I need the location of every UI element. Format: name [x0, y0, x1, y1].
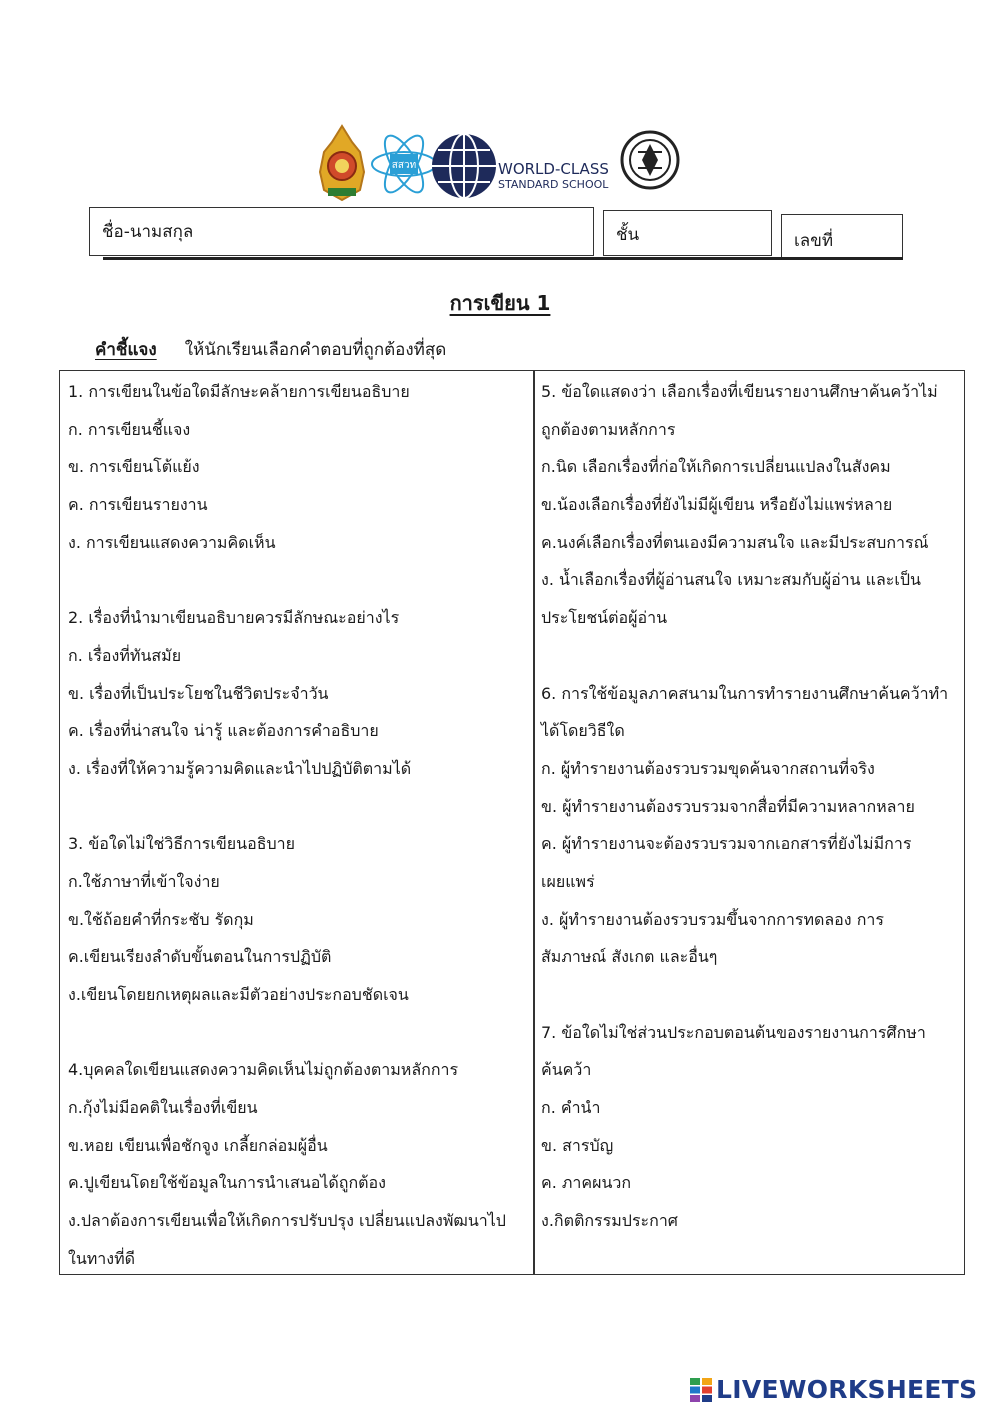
liveworksheets-logo[interactable] — [690, 1372, 990, 1408]
answer-option-continued[interactable]: เผยแพร่ — [541, 871, 595, 891]
spacer-line — [541, 637, 961, 675]
spacer-line — [541, 976, 961, 1014]
answer-option[interactable]: ข.ใช้ถ้อยคำที่กระชับ รัดกุม — [68, 909, 254, 929]
left-question-column — [68, 373, 530, 1278]
answer-option[interactable]: ก.นิด เลือกเรื่องที่ก่อให้เกิดการเปลี่ยนแปลงในสังคม — [541, 457, 891, 477]
instruction — [95, 336, 446, 363]
question-line: 7. ข้อใดไม่ใช่ส่วนประกอบตอนต้นของรายงานการศึกษา — [541, 1022, 926, 1042]
question-line: 1. การเขียนในข้อใดมีลักษะคล้ายการเขียนอธิบาย — [68, 382, 410, 401]
answer-option[interactable]: ค.เขียนเรียงลำดับขั้นตอนในการปฏิบัติ — [68, 947, 332, 967]
spacer-line — [68, 1014, 530, 1052]
answer-option[interactable]: ค. ผู้ทำรายงานจะต้องรวบรวมจากเอกสารที่ยังไม่มีการ — [541, 834, 912, 854]
question-line: 3. ข้อใดไม่ใช่วิธีการเขียนอธิบาย — [68, 834, 295, 854]
answer-option[interactable]: ค. เรื่องที่น่าสนใจ น่ารู้ และต้องการคำอธิบาย — [68, 721, 379, 741]
answer-option[interactable]: ง. ผู้ทำรายงานต้องรวบรวมขึ้นจากการทดลอง การ — [541, 909, 884, 929]
obec-emblem-icon — [320, 126, 364, 200]
page-title: การเขียน 1 — [449, 291, 551, 315]
answer-option[interactable]: ข. การเขียนโต้แย้ง — [68, 457, 200, 477]
number-field[interactable] — [781, 214, 903, 258]
instruction-label: คำชี้แจง — [95, 340, 157, 360]
answer-option[interactable]: ค.นงค์เลือกเรื่องที่ตนเองมีความสนใจ และมีประสบการณ์ — [541, 532, 929, 552]
question-line-continued: ได้โดยวิธีใด — [541, 721, 625, 741]
answer-option-continued[interactable]: ในทางที่ดี — [68, 1248, 136, 1268]
answer-option[interactable]: ข. เรื่องที่เป็นประโยชในชีวิตประจำวัน — [68, 683, 329, 703]
answer-option[interactable]: ง.เขียนโดยยกเหตุผลและมีตัวอย่างประกอบชัดเจน — [68, 985, 409, 1004]
class-field[interactable] — [603, 210, 772, 256]
school-logos — [312, 122, 684, 204]
school-seal-icon — [622, 132, 678, 188]
svg-text:สสวท: สสวท — [391, 160, 417, 171]
number-label: เลขที่ — [794, 231, 834, 251]
world-class-line2: STANDARD SCHOOL — [498, 178, 609, 191]
question-line-continued: ถูกต้องตามหลักการ — [541, 419, 676, 439]
class-label: ชั้น — [616, 225, 640, 245]
answer-option[interactable]: ง.กิตติกรรมประกาศ — [541, 1211, 678, 1231]
column-divider — [533, 370, 535, 1275]
header-divider — [103, 257, 903, 260]
answer-option-continued[interactable]: สัมภาษณ์ สังเกต และอื่นๆ — [541, 947, 718, 967]
answer-option[interactable]: ก. การเขียนชี้แจง — [68, 419, 191, 439]
question-line: 4.บุคคลใดเขียนแสดงความคิดเห็นไม่ถูกต้องตามหลักการ — [68, 1060, 459, 1080]
instruction-text: ให้นักเรียนเลือกคำตอบที่ถูกต้องที่สุด — [184, 340, 447, 360]
question-line: 6. การใช้ข้อมูลภาคสนามในการทำรายงานศึกษาค้นคว้าทำ — [541, 683, 949, 703]
answer-option[interactable]: ก.ใช้ภาษาที่เข้าใจง่าย — [68, 871, 220, 891]
answer-option[interactable]: ข. ผู้ทำรายงานต้องรวบรวมจากสื่อที่มีความหลากหลาย — [541, 796, 915, 816]
question-line: 5. ข้อใดแสดงว่า เลือกเรื่องที่เขียนรายงานศึกษาค้นคว้าไม่ — [541, 382, 938, 401]
answer-option[interactable]: ก. คำนำ — [541, 1098, 601, 1118]
answer-option[interactable]: ง.ปลาต้องการเขียนเพื่อให้เกิดการปรับปรุง เปลี่ยนแปลงพัฒนาไป — [68, 1211, 506, 1231]
name-label: ชื่อ-นามสกุล — [102, 222, 194, 242]
spacer-line — [68, 561, 530, 599]
answer-option[interactable]: ค.ปูเขียนโดยใช้ข้อมูลในการนำเสนอได้ถูกต้อง — [68, 1173, 386, 1193]
world-class-globe-icon — [432, 134, 496, 198]
spacer-line — [68, 788, 530, 826]
answer-option[interactable]: ก.กุ้งไม่มีอคติในเรื่องที่เขียน — [68, 1098, 258, 1118]
world-class-line1: WORLD-CLASS — [498, 160, 609, 178]
answer-option-continued[interactable]: ประโยชน์ต่อผู้อ่าน — [541, 608, 668, 628]
answer-option[interactable]: ง. การเขียนแสดงความคิดเห็น — [68, 532, 276, 552]
answer-option[interactable]: ค. การเขียนรายงาน — [68, 495, 208, 515]
answer-option[interactable]: ข.หอย เขียนเพื่อชักจูง เกลี้ยกล่อมผู้อื่น — [68, 1135, 328, 1155]
right-question-column — [541, 373, 961, 1240]
question-line-continued: ค้นคว้า — [541, 1060, 592, 1080]
liveworksheets-icon — [690, 1378, 712, 1402]
answer-option[interactable]: ก. เรื่องที่ทันสมัย — [68, 645, 182, 665]
answer-option[interactable]: ง. เรื่องที่ให้ความรู้ความคิดและนำไปปฏิบัติตามได้ — [68, 758, 412, 778]
answer-option[interactable]: ก. ผู้ทำรายงานต้องรวบรวมขุดค้นจากสถานที่จริง — [541, 758, 875, 778]
liveworksheets-wordmark: LIVEWORKSHEETS — [716, 1375, 978, 1404]
name-field[interactable] — [89, 207, 594, 256]
answer-option[interactable]: ค. ภาคผนวก — [541, 1173, 632, 1193]
answer-option[interactable]: ข. สารบัญ — [541, 1135, 614, 1155]
ipst-atom-icon — [372, 130, 436, 197]
question-line: 2. เรื่องที่นำมาเขียนอธิบายควรมีลักษณะอย่างไร — [68, 608, 400, 628]
answer-option[interactable]: ง. น้ำเลือกเรื่องที่ผู้อ่านสนใจ เหมาะสมกับผู้อ่าน และเป็น — [541, 570, 921, 590]
answer-option[interactable]: ข.น้องเลือกเรื่องที่ยังไม่มีผู้เขียน หรือยังไม่แพร่หลาย — [541, 495, 893, 515]
